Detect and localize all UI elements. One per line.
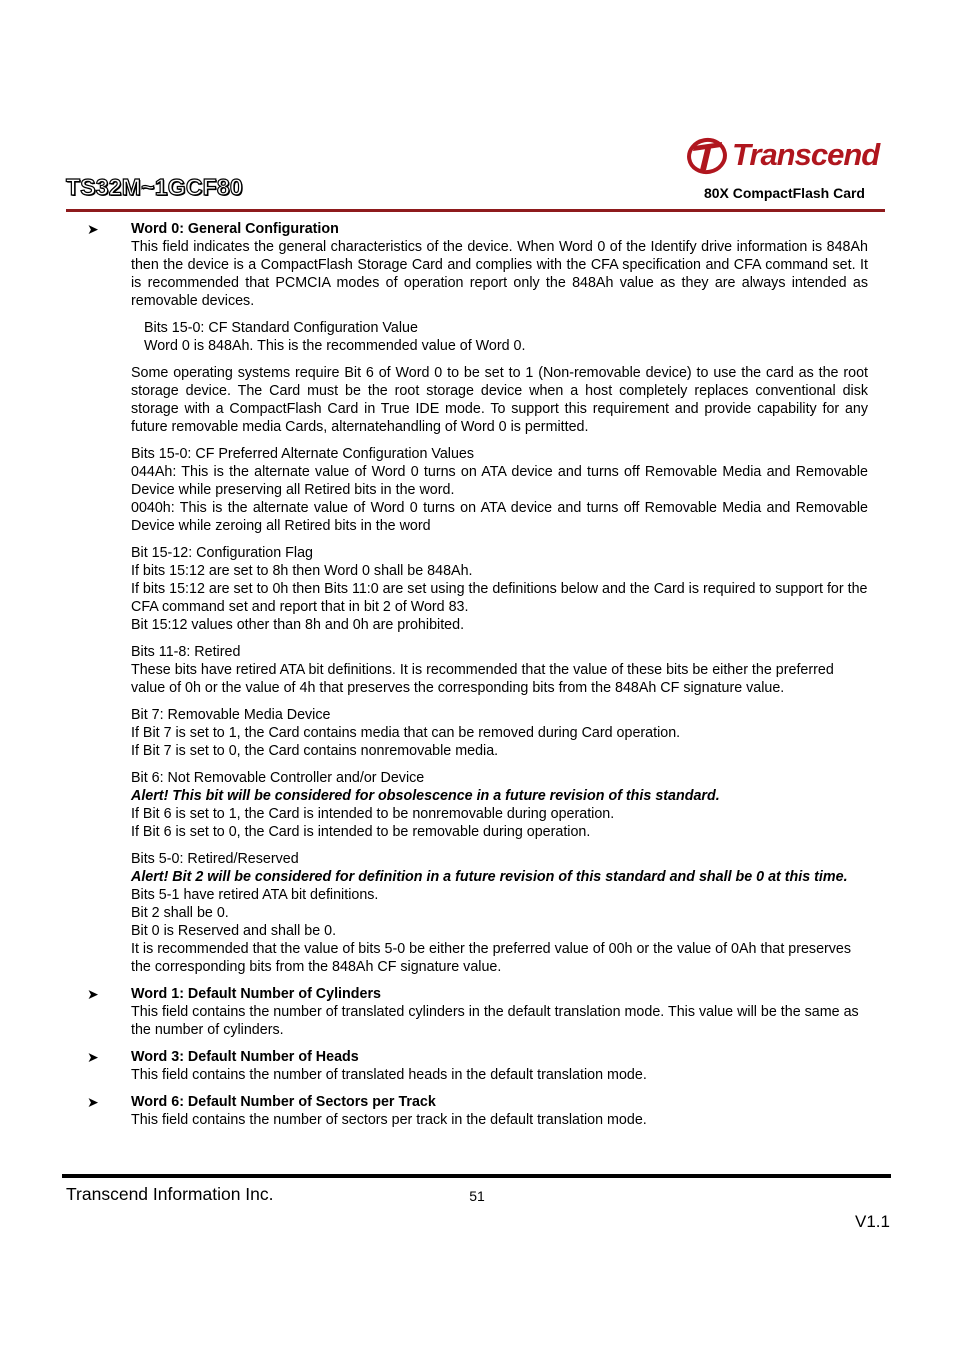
section-title: Word 1: Default Number of Cylinders: [131, 986, 381, 1002]
paragraph: If Bit 7 is set to 1, the Card contains media that can be removed during Card operation.: [131, 725, 681, 741]
transcend-logo-icon: [686, 135, 728, 175]
section-title: Word 0: General Configuration: [131, 221, 339, 237]
section-heading-word3: [87, 1048, 868, 1066]
bullet-arrow-icon: ➤: [87, 986, 99, 1002]
bullet-arrow-icon: ➤: [87, 1049, 99, 1065]
paragraph: Bit 2 shall be 0.: [131, 905, 229, 921]
paragraph: Bit 15-12: Configuration Flag: [131, 545, 313, 561]
paragraph: This field contains the number of translated heads in the default translation mode.: [131, 1067, 647, 1083]
document-model-title: TS32M~1GCF80: [66, 174, 243, 200]
document-version: V1.1: [855, 1212, 890, 1231]
alert-text: Alert! Bit 2 will be considered for definition in a future revision of this standard and shall be 0 at this time.: [131, 869, 848, 885]
paragraph: Bits 11-8: Retired: [131, 644, 241, 660]
paragraph: If bits 15:12 are set to 8h then Word 0 shall be 848Ah.: [131, 563, 473, 579]
paragraph: Bit 6: Not Removable Controller and/or Device: [131, 770, 425, 786]
paragraph: Bits 5-0: Retired/Reserved: [131, 851, 299, 867]
paragraph: This field indicates the general characteristics of the device. When Word 0 of the Identify drive information is 848Ah then the device is a CompactFlash Storage Card and complies with the CFA specification and CFA command set. It is recommended that PCMCIA modes of operation report only the 848Ah value as they are always intended as removable devices.: [131, 239, 868, 309]
paragraph: Bit 15:12 values other than 8h and 0h are prohibited.: [131, 617, 465, 633]
paragraph: This field contains the number of sectors per track in the default translation mode.: [131, 1112, 647, 1128]
bullet-arrow-icon: ➤: [87, 221, 99, 237]
paragraph: It is recommended that the value of bits 5-0 be either the preferred value of 00h or the value of 0Ah that preserves the corresponding bits from the 848Ah CF signature value.: [131, 941, 852, 975]
document-subtitle: 80X CompactFlash Card: [703, 185, 865, 201]
logo-wordmark: Transcend: [732, 137, 880, 172]
bullet-arrow-icon: ➤: [87, 1094, 99, 1110]
alert-text: Alert! This bit will be considered for obsolescence in a future revision of this standard.: [131, 788, 720, 804]
paragraph: These bits have retired ATA bit definitions. It is recommended that the value of these bits be either the preferred value of 0h or the value of 4h that preserves the corresponding bits from the 848Ah CF signature value.: [131, 662, 834, 696]
header-rule: [66, 209, 885, 212]
paragraph: Bits 15-0: CF Preferred Alternate Configuration Values: [131, 446, 475, 462]
paragraph: Bit 7: Removable Media Device: [131, 707, 331, 723]
paragraph: Bits 5-1 have retired ATA bit definitions.: [131, 887, 379, 903]
paragraph: This field contains the number of translated cylinders in the default translation mode. This value will be the same as the number of cylinders.: [131, 1004, 859, 1038]
paragraph: Bit 0 is Reserved and shall be 0.: [131, 923, 337, 939]
paragraph: Word 0 is 848Ah. This is the recommended value of Word 0.: [144, 338, 526, 354]
paragraph: 0040h: This is the alternate value of Word 0 turns on ATA device and turns off Removable Media and Removable Device while zeroing all Retired bits in the word: [131, 500, 868, 534]
transcend-logo: [686, 134, 879, 176]
document-body: [87, 220, 868, 1129]
paragraph: Bits 15-0: CF Standard Configuration Value: [144, 320, 418, 336]
footer-rule: [62, 1174, 891, 1178]
section-heading-word0: [87, 220, 868, 238]
section-heading-word6: [87, 1093, 868, 1111]
paragraph: If Bit 6 is set to 0, the Card is intended to be removable during operation.: [131, 824, 591, 840]
paragraph: If Bit 6 is set to 1, the Card is intended to be nonremovable during operation.: [131, 806, 615, 822]
paragraph: If bits 15:12 are set to 0h then Bits 11:0 are set using the definitions below and the Card is required to support for the CFA command set and report that in bit 2 of Word 83.: [131, 581, 868, 615]
page-number: 51: [469, 1188, 485, 1204]
section-title: Word 6: Default Number of Sectors per Track: [131, 1094, 436, 1110]
footer-company: Transcend Information Inc.: [66, 1184, 274, 1204]
section-title: Word 3: Default Number of Heads: [131, 1049, 359, 1065]
section-heading-word1: [87, 985, 868, 1003]
paragraph: Some operating systems require Bit 6 of Word 0 to be set to 1 (Non-removable device) to use the card as the root storage device. The Card must be the root storage device when a host completely replaces conventional disk storage with a CompactFlash Card in True IDE mode. To support this requirement and provide capability for any future removable media Cards, alternatehandling of Word 0 is permitted.: [131, 365, 868, 435]
paragraph: 044Ah: This is the alternate value of Word 0 turns on ATA device and turns off Removable Media and Removable Device while preserving all Retired bits in the word.: [131, 464, 868, 498]
paragraph: If Bit 7 is set to 0, the Card contains nonremovable media.: [131, 743, 499, 759]
